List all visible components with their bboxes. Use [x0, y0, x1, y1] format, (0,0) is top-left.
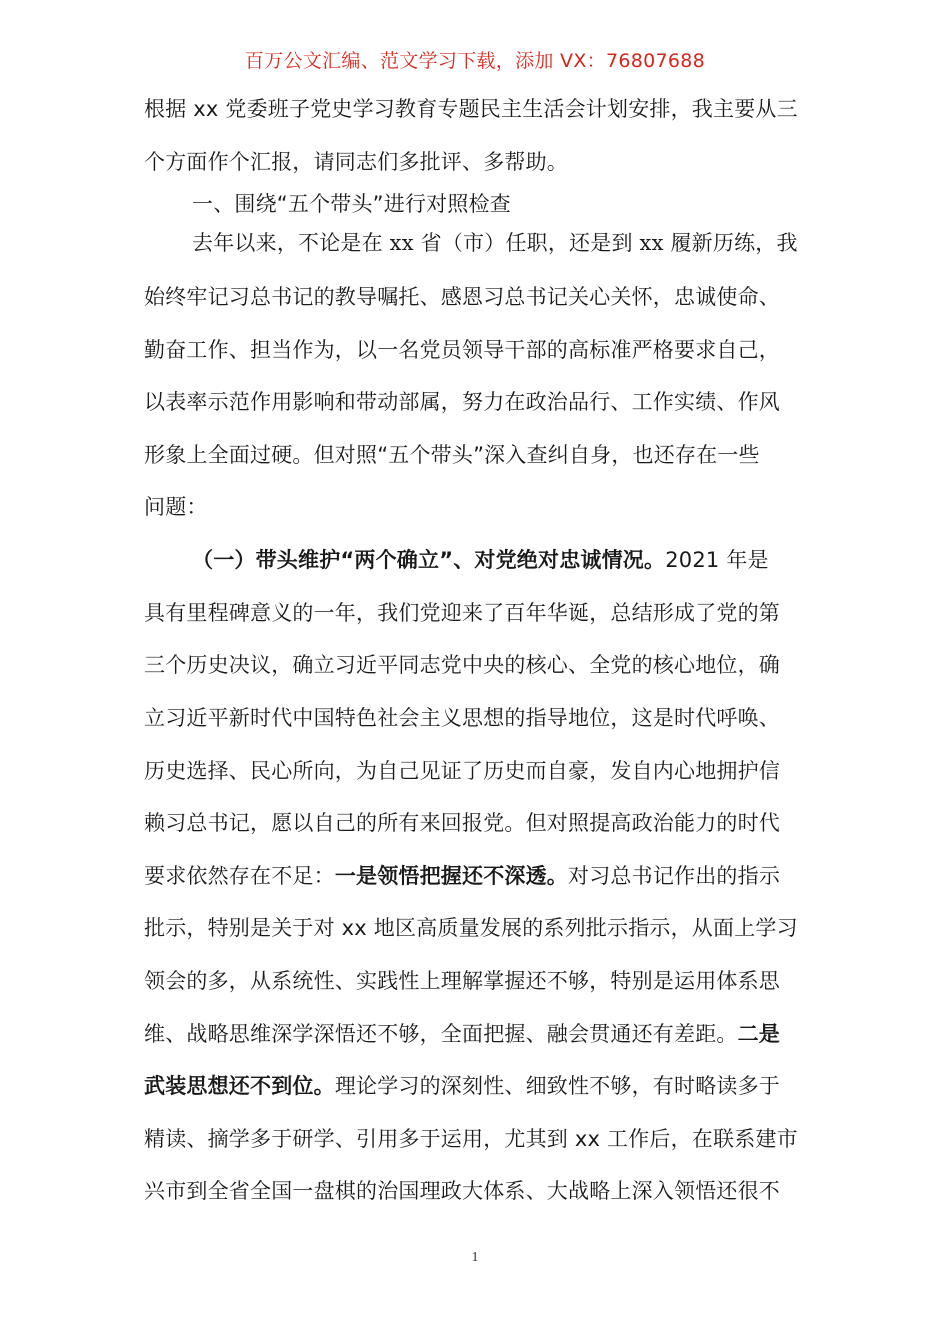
text-run: 维、战略思维深学深悟还不够，全面把握、融会贯通还有差距。	[144, 1022, 738, 1046]
body-line-13: 立习近平新时代中国特色社会主义思想的指导地位，这是时代呼唤、	[144, 706, 780, 730]
text-run: 要求依然存在不足：	[144, 864, 335, 888]
body-line-6: 勤奋工作、担当作为，以一名党员领导干部的高标准严格要求自己，	[144, 338, 780, 362]
text-run: 理论学习的深刻性、细致性不够，有时略读多于	[334, 1074, 781, 1098]
watermark-header: 百万公文汇编、范文学习下载，添加 VX：76807688	[244, 50, 706, 72]
subsection-line-10	[192, 546, 809, 574]
body-line-7: 以表率示范作用影响和带动部属，努力在政治品行、工作实绩、作风	[144, 390, 780, 414]
body-line-20	[144, 1072, 809, 1100]
body-line-22: 兴市到全省全国一盘棋的治国理政大体系、大战略上深入领悟还很不	[144, 1179, 780, 1203]
subsection-heading: （一）带头维护“两个确立”、对党绝对忠诚情况。	[192, 548, 666, 572]
text-run: 去年以来	[192, 231, 277, 255]
body-line-21: 精读、摘学多于研学、引用多于运用，尤其到 xx 工作后，在联系建市	[144, 1127, 798, 1151]
body-line-12: 三个历史决议，确立习近平同志党中央的核心、全党的核心地位，确	[144, 653, 780, 677]
body-line-16	[144, 862, 809, 890]
body-line-14: 历史选择、民心所向，为自己见证了历史而自豪，发自内心地拥护信	[144, 759, 780, 783]
page-number: 1	[471, 1250, 479, 1265]
text-run: ，不论是在 xx 省（市）任职，还是到 xx 履新历练，我	[276, 231, 798, 255]
body-line-8: 形象上全面过硬。但对照“五个带头”深入查纠自身，也还存在一些	[144, 443, 760, 467]
bold-point-1: 一是领悟把握还不深透。	[334, 864, 569, 888]
body-line-2: 个方面作个汇报，请同志们多批评、多帮助。	[144, 150, 568, 174]
bold-point-2-end: 武装思想还不到位。	[144, 1074, 335, 1098]
body-line-17: 批示，特别是关于对 xx 地区高质量发展的系列批示指示，从面上学习	[144, 916, 798, 940]
body-line-18: 领会的多，从系统性、实践性上理解掌握还不够，特别是运用体系思	[144, 969, 780, 993]
body-line-5: 始终牢记习总书记的教导嘱托、感恩习总书记关心关怀，忠诚使命、	[144, 285, 780, 309]
body-line-11: 具有里程碑意义的一年，我们党迎来了百年华诞，总结形成了党的第	[144, 601, 780, 625]
body-line-15: 赖习总书记，愿以自己的所有来回报党。但对照提高政治能力的时代	[144, 811, 780, 835]
body-line-4	[192, 229, 809, 257]
body-line-1: 根据 xx 党委班子党史学习教育专题民主生活会计划安排，我主要从三	[144, 97, 798, 121]
text-run: 2021 年是	[665, 548, 769, 572]
text-run: 对习总书记作出的指示	[568, 864, 781, 888]
body-line-19	[144, 1020, 809, 1048]
section-heading-1: 一、围绕“五个带头”进行对照检查	[192, 192, 511, 216]
bold-point-2-start: 二是	[737, 1022, 781, 1046]
body-line-9: 问题：	[144, 495, 208, 519]
